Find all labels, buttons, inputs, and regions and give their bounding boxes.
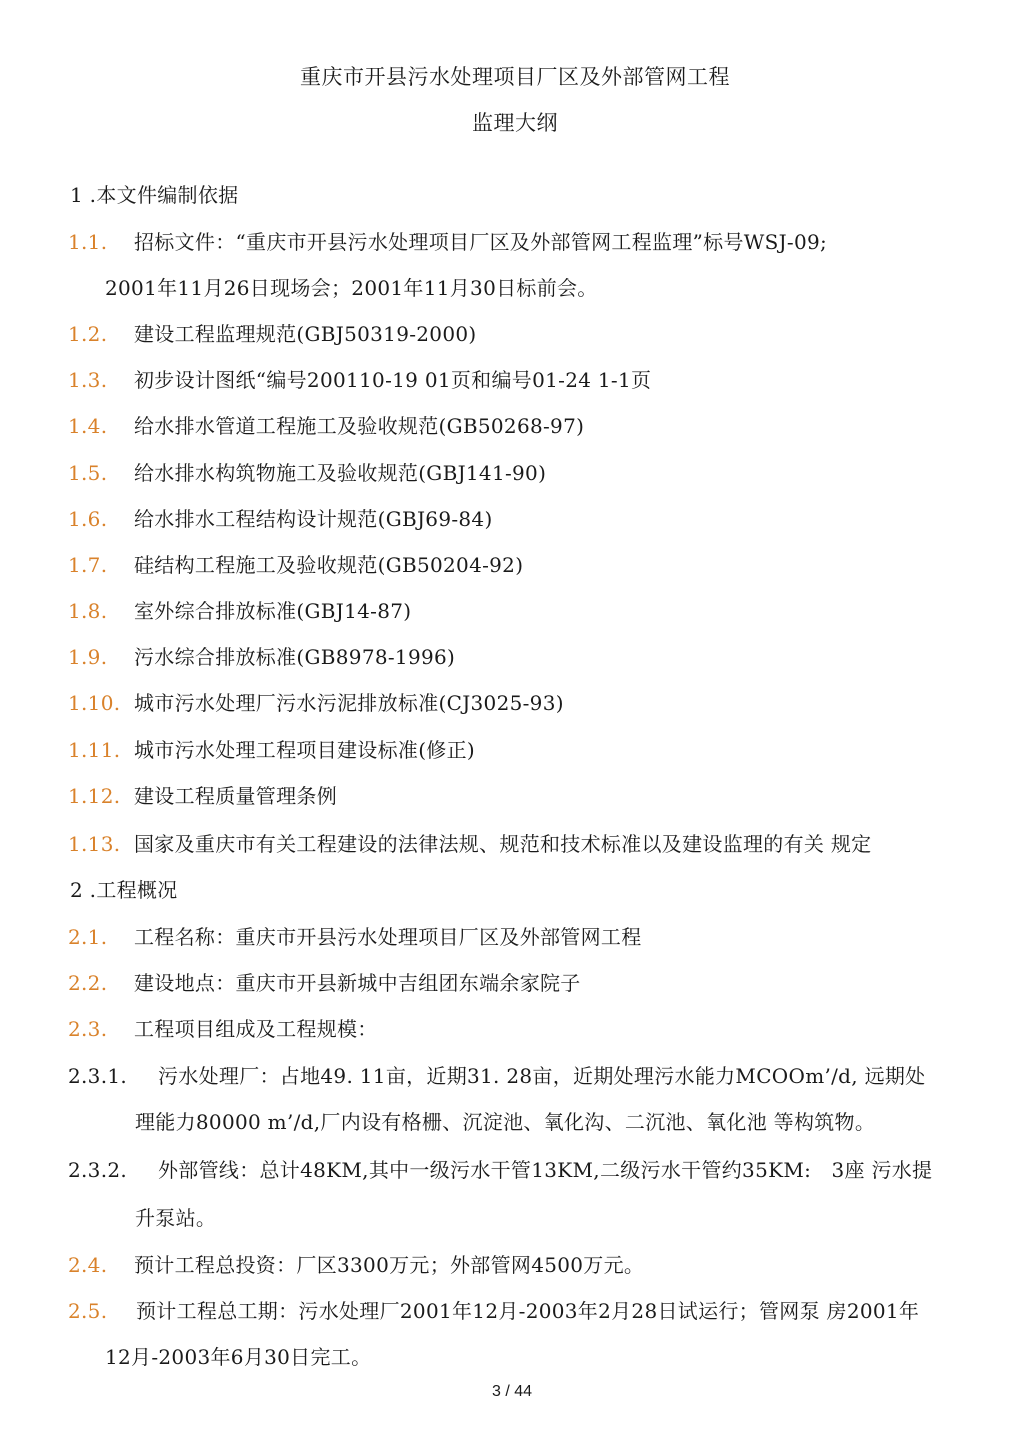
list-item	[68, 410, 584, 439]
list-item	[68, 226, 827, 255]
item-text: 建设地点：重庆市开县新城中吉组团东端余家院子	[134, 971, 581, 995]
item-number: 2.3.1.	[68, 1064, 128, 1088]
item-number: 1.5.	[68, 461, 108, 485]
item-number: 1.13.	[68, 832, 121, 856]
sub-list-item	[68, 1154, 932, 1183]
item-text: 污水综合排放标准(GB8978-1996)	[134, 645, 456, 669]
list-item	[68, 1249, 644, 1278]
item-number: 2.3.	[68, 1017, 108, 1041]
item-text: 污水处理厂：占地49. 11亩，近期31. 28亩，近期处理污水能力MCOOm’/d, 远期处	[158, 1064, 926, 1088]
item-text: 工程名称：重庆市开县污水处理项目厂区及外部管网工程	[134, 925, 642, 949]
item-number: 1.7.	[68, 553, 108, 577]
list-item	[68, 780, 337, 809]
item-text: 城市污水处理工程项目建设标准(修正)	[134, 738, 476, 762]
list-item	[68, 734, 475, 763]
item-number: 1.11.	[68, 738, 121, 762]
list-item	[68, 549, 523, 578]
item-number: 1.6.	[68, 507, 108, 531]
item-number: 1.3.	[68, 368, 108, 392]
item-text: 工程项目组成及工程规模：	[134, 1017, 378, 1041]
item-text: 建设工程监理规范(GBJ50319-2000)	[134, 322, 477, 346]
item-number: 2.4.	[68, 1253, 108, 1277]
item-text: 硅结构工程施工及验收规范(GB50204-92)	[134, 553, 524, 577]
list-item	[68, 828, 871, 857]
item-number: 1.1.	[68, 230, 108, 254]
item-number: 2.2.	[68, 971, 108, 995]
list-item	[68, 318, 476, 347]
list-item	[68, 687, 564, 716]
item-number: 2.5.	[68, 1299, 108, 1323]
item-continuation: 12月-2003年6月30日完工。	[105, 1345, 372, 1369]
item-text: 预计工程总投资：厂区3300万元；外部管网4500万元。	[134, 1253, 645, 1277]
item-text: 给水排水管道工程施工及验收规范(GB50268-97)	[134, 414, 585, 438]
document-title: 重庆市开县污水处理项目厂区及外部管网工程	[300, 65, 730, 89]
list-item	[68, 921, 642, 950]
item-text: 外部管线：总计48KM,其中一级污水干管13KM,二级污水干管约35KM: 3座 污水提	[158, 1158, 933, 1182]
list-item	[68, 1295, 919, 1324]
item-text: 给水排水构筑物施工及验收规范(GBJ141-90)	[134, 461, 547, 485]
section-1-heading: 1 .本文件编制依据	[70, 183, 239, 207]
list-item	[68, 364, 651, 393]
item-number: 1.8.	[68, 599, 108, 623]
item-text: 室外综合排放标准(GBJ14-87)	[134, 599, 412, 623]
list-item	[68, 641, 455, 670]
item-text: 初步设计图纸“编号200110-19 01页和编号01-24 1-1页	[134, 368, 652, 392]
item-continuation: 理能力80000 m’/d,厂内设有格栅、沉淀池、氧化沟、二沉池、氧化池 等构筑物。	[135, 1110, 876, 1134]
document-subtitle: 监理大纲	[472, 111, 558, 135]
item-text: 国家及重庆市有关工程建设的法律法规、规范和技术标准以及建设监理的有关 规定	[134, 832, 872, 856]
item-continuation: 2001年11月26日现场会；2001年11月30日标前会。	[105, 276, 598, 300]
page-indicator: 3 / 44	[491, 1383, 533, 1400]
list-item	[68, 457, 546, 486]
item-number: 1.2.	[68, 322, 108, 346]
list-item	[68, 595, 411, 624]
item-text: 建设工程质量管理条例	[134, 784, 337, 808]
item-text: 预计工程总工期：污水处理厂2001年12月-2003年2月28日试运行；管网泵 房2001年	[136, 1299, 920, 1323]
item-number: 1.4.	[68, 414, 108, 438]
item-number: 1.12.	[68, 784, 121, 808]
item-number: 2.3.2.	[68, 1158, 128, 1182]
item-text: 招标文件：“重庆市开县污水处理项目厂区及外部管网工程监理”标号WSJ-09;	[134, 230, 828, 254]
item-text: 给水排水工程结构设计规范(GBJ69-84)	[134, 507, 493, 531]
list-item	[68, 503, 493, 532]
item-continuation: 升泵站。	[135, 1206, 217, 1230]
item-number: 1.10.	[68, 691, 121, 715]
list-item	[68, 1013, 378, 1042]
item-number: 1.9.	[68, 645, 108, 669]
item-text: 城市污水处理厂污水污泥排放标准(CJ3025-93)	[134, 691, 564, 715]
section-2-heading: 2 .工程概况	[70, 878, 178, 902]
list-item	[68, 967, 581, 996]
sub-list-item	[68, 1060, 925, 1089]
item-number: 2.1.	[68, 925, 108, 949]
